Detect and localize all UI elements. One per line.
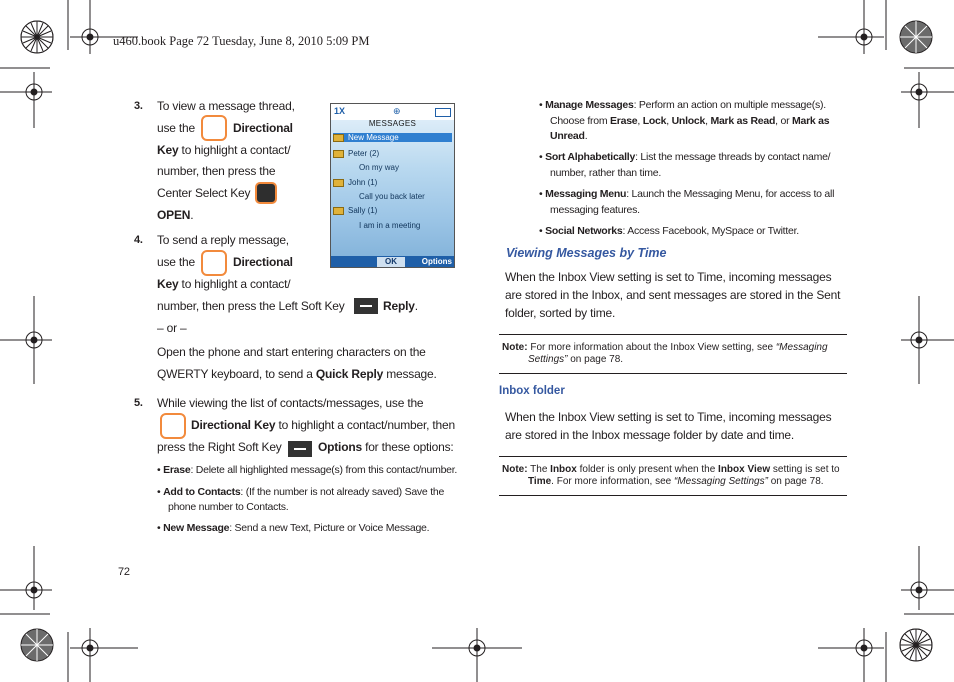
note-continuation: Time. For more information, see “Messaging Settings” on page 78. (528, 476, 824, 487)
step-text: to highlight a contact/ (178, 143, 291, 157)
phone-screenshot (330, 103, 455, 268)
target-icon: ⊕ (393, 106, 401, 116)
right-soft-key-icon (288, 441, 312, 457)
step-number: 5. (134, 397, 143, 409)
step-text: number, then press the (157, 164, 276, 178)
envelope-icon (333, 150, 344, 158)
step-text: To send a reply message, (157, 233, 289, 247)
crosshair-icon (0, 546, 52, 610)
crosshair-icon (901, 546, 954, 610)
crop-sunburst-icon (21, 629, 53, 661)
body-text: When the Inbox View setting is set to Time, incoming messages (505, 410, 832, 424)
phone-status-bar (331, 104, 454, 120)
note-top-rule (499, 456, 847, 457)
section-heading: Viewing Messages by Time (506, 246, 667, 260)
body-text: When the Inbox View setting is set to Time, incoming messages (505, 270, 832, 284)
phone-list-item: On my way (359, 163, 400, 172)
note: Note: The Inbox folder is only present when the Inbox View setting is set to (502, 464, 840, 475)
list-item: • Messaging Menu: Launch the Messaging Menu, for access to all (539, 188, 835, 200)
phone-list-item: Call you back later (359, 192, 425, 201)
center-select-key-icon (255, 182, 277, 204)
note-bottom-rule (499, 373, 847, 374)
crosshair-icon (901, 72, 954, 128)
body-text: folder, sorted by time. (505, 306, 616, 320)
envelope-icon (333, 179, 344, 187)
phone-list-item: I am in a meeting (359, 221, 421, 230)
step-number: 4. (134, 234, 143, 246)
note: Note: For more information about the Inbox View setting, see “Messaging (502, 342, 828, 353)
step-text: QWERTY keyboard, to send a (157, 367, 316, 381)
envelope-icon (333, 134, 344, 142)
note-top-rule (499, 334, 847, 335)
phone-list-item: Sally (1) (333, 206, 377, 215)
list-item-continuation: number, rather than time. (550, 167, 662, 179)
step-text: to highlight a contact/ (178, 277, 291, 291)
list-item: • New Message: Send a new Text, Picture or Voice Message. (157, 522, 430, 534)
phone-list-item: Peter (2) (333, 149, 379, 158)
step-text: Center Select Key (157, 186, 251, 200)
left-soft-key-icon (354, 298, 378, 314)
note-bottom-rule (499, 495, 847, 496)
phone-title: MESSAGES (368, 119, 417, 128)
directional-key-icon (201, 115, 227, 141)
crosshair-icon (432, 628, 522, 682)
step-text: . (190, 208, 194, 222)
step-text: press the Right Soft Key (157, 440, 282, 454)
step-text: Reply (383, 299, 415, 313)
crosshair-icon (901, 296, 954, 384)
step-text: Key (157, 143, 179, 157)
phone-options-label: Options (421, 257, 452, 266)
step-number: 3. (134, 100, 143, 112)
step-text: message. (383, 367, 437, 381)
list-item: • Sort Alphabetically: List the message threads by contact name/ (539, 151, 831, 163)
step-text: Key (157, 277, 179, 291)
step-text: While viewing the list of contacts/messages, use the (157, 396, 424, 410)
list-item-continuation: Unread. (550, 130, 588, 142)
print-header: u460.book Page 72 Tuesday, June 8, 2010 5:09 PM (113, 34, 370, 48)
crop-sunburst-icon (900, 629, 932, 661)
phone-ok-label: OK (377, 257, 405, 267)
step-text: to highlight a contact/number, then (275, 418, 455, 432)
body-text: are stored in the Inbox message folder by date and time. (505, 428, 794, 442)
list-item-continuation: messaging features. (550, 204, 640, 216)
step-text: for these options: (361, 440, 454, 454)
envelope-icon (333, 207, 344, 215)
crosshair-icon (70, 628, 138, 682)
step-text: use the (157, 121, 195, 135)
step-text: Quick Reply (315, 367, 384, 381)
body-text: are stored in the Inbox, and sent messages are stored in the Sent (505, 288, 841, 302)
crop-sunburst-icon (21, 21, 53, 53)
list-item: • Add to Contacts: (If the number is not already saved) Save the (157, 486, 445, 498)
list-item-continuation: Choose from Erase, Lock, Unlock, Mark as Read, or Mark as (550, 115, 830, 127)
page-number: 72 (118, 566, 130, 578)
note-continuation: Settings” on page 78. (528, 354, 624, 365)
section-heading: Inbox folder (499, 385, 565, 397)
or-separator: – or – (157, 321, 187, 335)
directional-key-icon (201, 250, 227, 276)
directional-key-icon (160, 413, 186, 439)
crosshair-icon (818, 0, 884, 54)
step-text: number, then press the Left Soft Key (157, 299, 345, 313)
list-item-continuation: phone number to Contacts. (168, 501, 289, 513)
crosshair-icon (0, 296, 52, 384)
crosshair-icon (0, 72, 52, 128)
step-text: Directional (233, 121, 293, 135)
step-text: Open the phone and start entering characters on the (157, 345, 426, 359)
phone-list-item: John (1) (333, 178, 377, 187)
step-text: Directional Key (191, 418, 276, 432)
step-text: Options (318, 440, 362, 454)
signal-icon: 1X (334, 106, 346, 116)
step-text: Directional (233, 255, 293, 269)
step-text: . (414, 299, 418, 313)
crop-sunburst-icon (900, 21, 932, 53)
battery-icon (435, 108, 451, 117)
step-text: To view a message thread, (157, 99, 295, 113)
list-item: • Social Networks: Access Facebook, MySpace or Twitter. (539, 225, 799, 237)
step-text: OPEN (157, 208, 191, 222)
list-item: • Erase: Delete all highlighted message(s) from this contact/number. (157, 464, 458, 476)
list-item: • Manage Messages: Perform an action on multiple message(s). (539, 99, 826, 111)
phone-list-item: New Message (333, 133, 452, 142)
step-text: use the (157, 255, 195, 269)
crosshair-icon (818, 628, 884, 682)
